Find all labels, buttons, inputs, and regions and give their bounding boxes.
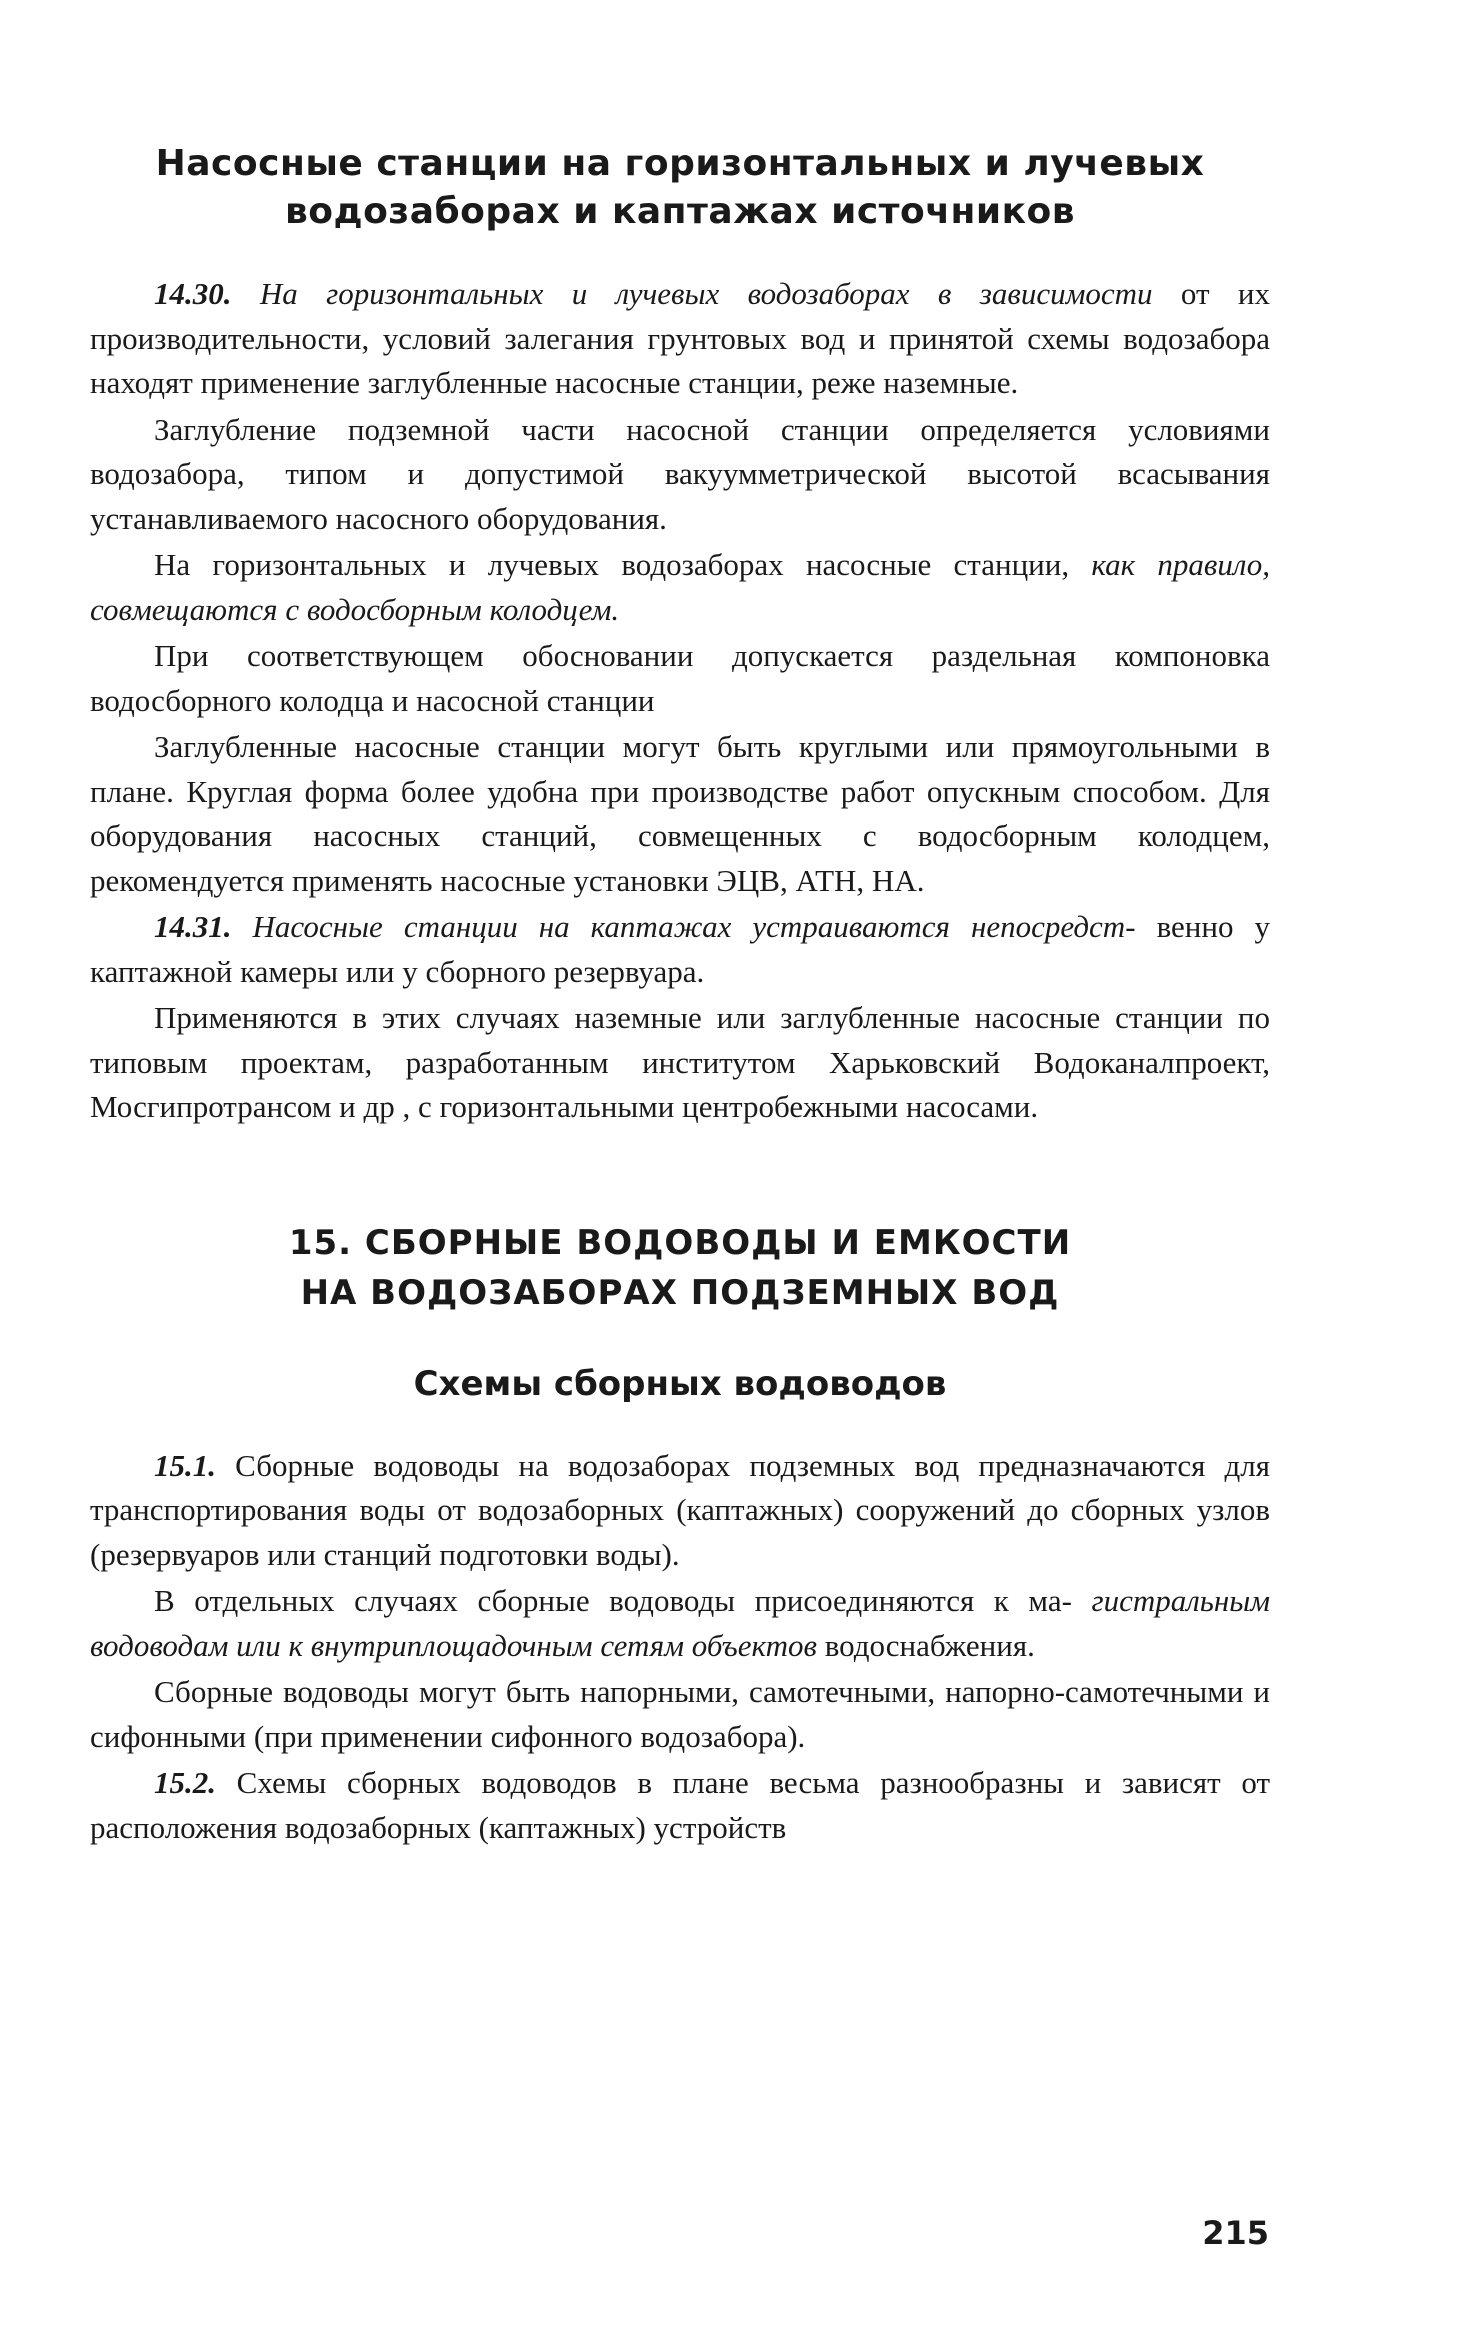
- page-number: 215: [1202, 2214, 1269, 2252]
- page-body: [90, 140, 1270, 1852]
- clause-number: 15.1.: [154, 1447, 216, 1483]
- section-heading: [90, 1218, 1270, 1318]
- paragraph: Заглубленные насосные станции могут быть круглыми или прямоугольными в плане. Круглая форма более удобна при производстве работ опускным способом. Для оборудования насосных станций, совмещенных с водосборным колодцем, рекомендуется применять насосные установки ЭЦВ, АТН, НА.: [90, 729, 1270, 898]
- paragraph: Заглубление подземной части насосной станции определяется условиями водозабора, типом и допустимой вакуумметрической высотой всасывания устанавливаемого насосного оборудования.: [90, 411, 1270, 536]
- paragraph: [90, 1579, 1270, 1668]
- section-heading-line-2: НА ВОДОЗАБОРАХ ПОДЗЕМНЫХ ВОД: [300, 1272, 1060, 1313]
- section-heading-line-1: 15. СБОРНЫЕ ВОДОВОДЫ И ЕМКОСТИ: [288, 1222, 1072, 1263]
- paragraph-14-31: [90, 905, 1270, 994]
- paragraph-italic-text: гистральным водоводам или к внутриплощадочным сетям объектов: [90, 1583, 1271, 1663]
- paragraph: Сборные водоводы могут быть напорными, самотечными, напорно-самотечными и сифонными (при применении сифонного водозабора).: [90, 1674, 1270, 1754]
- clause-text: Схемы сборных водоводов в плане весьма разнообразны и зависят от расположения водозаборных (каптажных) устройств: [90, 1765, 1271, 1845]
- heading-line-1: Насосные станции на горизонтальных и лучевых: [155, 143, 1205, 184]
- clause-text: от их производительности, условий залегания грунтовых вод и принятой схемы водозабора находят применение заглубленные насосные станции, реже наземные.: [90, 276, 1271, 400]
- paragraph: При соответствующем обосновании допускается раздельная компоновка водосборного колодца и насосной станции: [90, 638, 1270, 718]
- clause-italic-text: Насосные станции на каптажах устраиваются непосредст-: [252, 909, 1136, 944]
- clause-number: 15.2.: [154, 1765, 216, 1800]
- paragraph-text: В отдельных случаях сборные водоводы присоединяются к ма-: [154, 1583, 1072, 1618]
- paragraph-15-1: [90, 1444, 1270, 1578]
- paragraph-15-2: [90, 1761, 1270, 1850]
- heading-line-2: водозаборах и каптажах источников: [284, 191, 1076, 232]
- paragraph-text: На горизонтальных и лучевых водозаборах насосные станции,: [154, 547, 1070, 582]
- paragraph-14-30: [90, 272, 1270, 406]
- clause-italic-text: На горизонтальных и лучевых водозаборах в зависимости: [259, 276, 1153, 311]
- paragraph: Применяются в этих случаях наземные или заглубленные насосные станции по типовым проектам, разработанным институтом Харьковский Водоканалпроект, Мосгипротрансом и др , с горизонтальными центробежными насосами.: [90, 1000, 1270, 1124]
- clause-text: венно у каптажной камеры или у сборного резервуара.: [90, 909, 1270, 989]
- paragraph-italic-text: как правило, совмещаются с водосборным колодцем.: [90, 547, 1270, 627]
- subsection-heading: Схемы сборных водоводов: [413, 1363, 947, 1404]
- paragraph-text-end: водоснабжения.: [824, 1627, 1035, 1663]
- paragraph: [90, 543, 1270, 632]
- subsection-heading: [90, 140, 1270, 236]
- clause-text: Сборные водоводы на водозаборах подземных вод предназначаются для транспортирования воды от водозаборных (каптажных) сооружений до сборных узлов (резервуаров или станций подготовки воды).: [90, 1447, 1270, 1572]
- clause-number: 14.30.: [154, 276, 232, 311]
- clause-number: 14.31.: [154, 909, 232, 944]
